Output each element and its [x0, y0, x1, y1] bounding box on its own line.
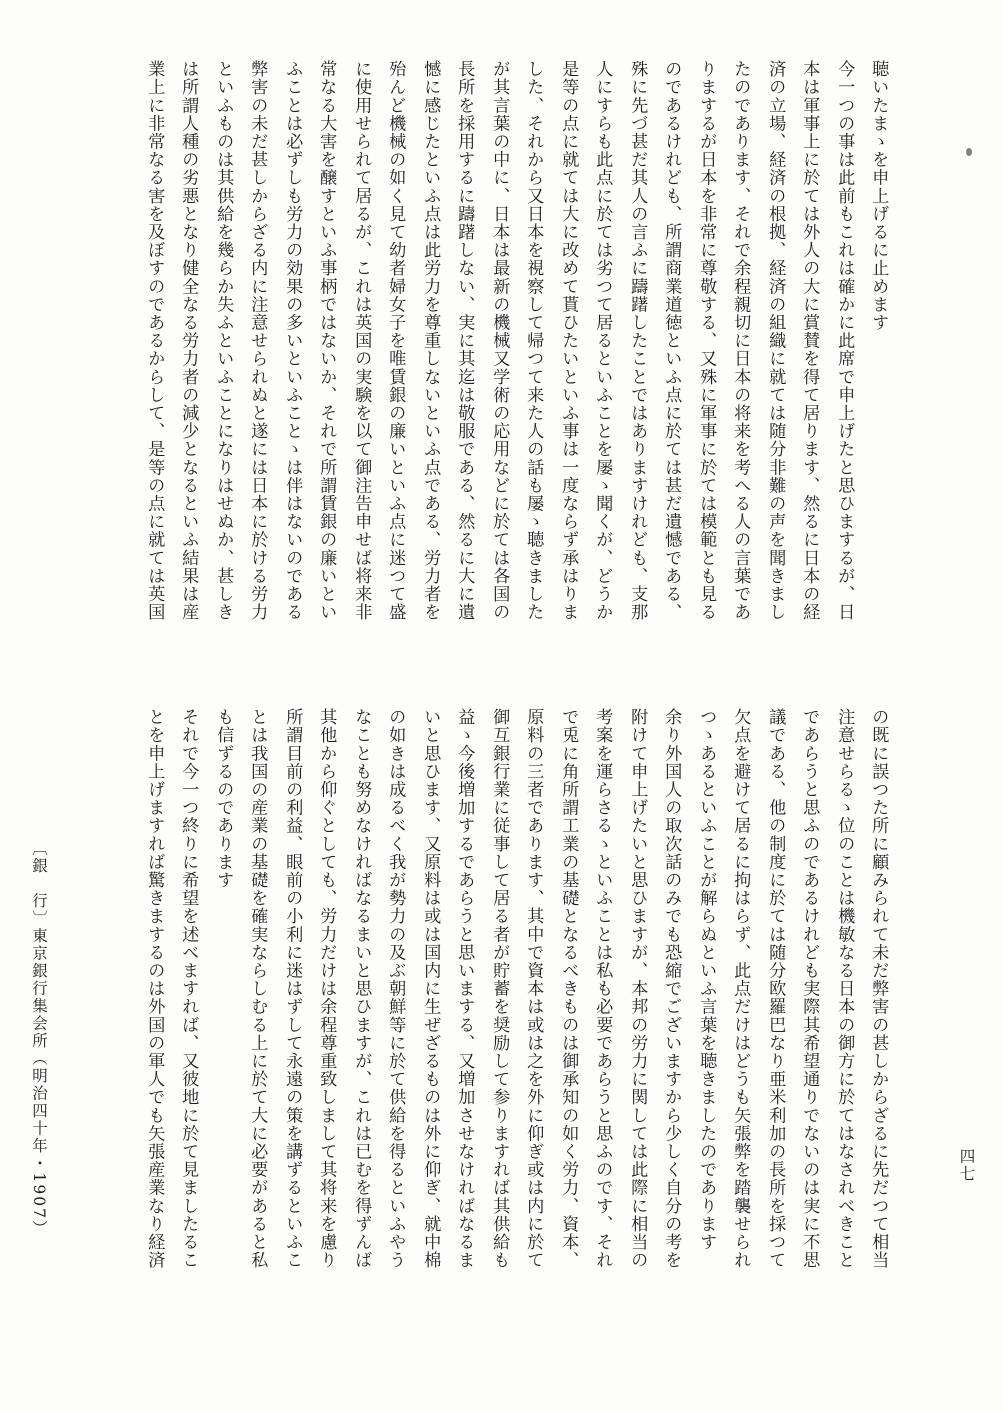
text-column: であらうと思ふのであるけれども実際其希望通りでないのは実に不思	[799, 708, 820, 1270]
text-column: なことも努めなければなるまいと思ひますが、これは已むを得ずんば	[351, 708, 372, 1270]
text-column: りまするが日本を非常に尊敬する、又殊に軍事に於ては模範とも見る	[696, 60, 717, 622]
footer-date: （明治四十年・1907）	[30, 1050, 48, 1238]
text-column: 人にすらも此点に於ては劣つて居るといふことを屡ゝ聞くが、どうか	[592, 60, 613, 622]
text-column: した、それから又日本を視察して帰つて来た人の話も屡ゝ聴きました	[523, 60, 544, 622]
footer-publisher: 東京銀行集会所	[30, 927, 48, 1050]
text-column: 業上に非常なる害を及ぼすのであるからして、是等の点に就ては英国	[144, 60, 165, 622]
text-column: それで今一つ終りに希望を述べますれば、又彼地に於て見ましたるこ	[178, 708, 199, 1270]
text-column: 附けて申上げたいと思ひますが、本邦の労力に関しては此際に相当の	[627, 708, 648, 1270]
text-column: 本は軍事上に於ては外人の大に賞賛を得て居ります、然るに日本の経	[799, 60, 820, 622]
source-footer	[16, 840, 46, 1380]
text-column: 殊に先づ甚だ其人の言ふに躊躇したことではありますけれども、支那	[627, 60, 648, 622]
text-column: 弊害の未だ甚しからざる内に注意せられぬと遂には日本に於ける労力	[247, 60, 268, 622]
text-column: 憾に感じたといふ点は此労力を尊重しないといふ点である、労力者を	[420, 60, 441, 622]
text-column: 長所を採用するに躊躇しない、実に其迄は敬服である、然るに大に遺	[454, 60, 475, 622]
text-column: の既に誤つた所に顧みられて未だ弊害の甚しからざるに先だつて相当	[868, 708, 889, 1270]
page-number: 四七	[957, 1148, 976, 1183]
text-column: 議である、他の制度に於ては随分欧羅巴なり亜米利加の長所を採つて	[765, 708, 786, 1270]
text-column: 今一つの事は此前もこれは確かに此席で申上げたと思ひまするが、日	[834, 60, 855, 622]
text-column: 欠点を避けて居るに拘はらず、此点だけはどうも矢張弊を踏襲せられ	[730, 708, 751, 1270]
text-column: 御互銀行業に従事して居る者が貯蓄を奨励して参りますれば其供給も	[489, 708, 510, 1270]
text-column: とを申上げますれば驚きまするのは外国の軍人でも矢張産業なり経済	[144, 708, 165, 1270]
text-column: 余り外国人の取次話のみでも恐縮でございますから少しく自分の考を	[661, 708, 682, 1270]
text-column: は所謂人種の劣悪となり健全なる労力者の減少となるといふ結果は産	[178, 60, 199, 622]
text-column: 其他から仰ぐとしても、労力だけは余程尊重致しまして其将来を慮り	[316, 708, 337, 1270]
footer-category: 〔銀 行〕	[30, 840, 48, 928]
text-column: で兎に角所謂工業の基礎となるべきものは御承知の如く労力、資本、	[558, 708, 579, 1270]
text-column: 原料の三者であります、其中で資本は或は之を外に仰ぎ或は内に於て	[523, 708, 544, 1270]
text-column: 聴いたまゝを申上げるに止めます	[868, 60, 889, 332]
text-column: 所謂目前の利益、眼前の小利に迷はずして永遠の策を講ずるといふこ	[282, 708, 303, 1270]
text-column: 考案を運らさるゝといふことは私も必要であらうと思ふのです、それ	[592, 708, 613, 1270]
text-column: 是等の点に就ては大に改めて貰ひたいといふ事は一度ならず承はりま	[558, 60, 579, 622]
ink-speck	[966, 148, 972, 156]
text-column: つゝあるといふことが解らぬといふ言葉を聴きましたのであります	[696, 708, 717, 1251]
text-column: いと思ひます、又原料は或は国内に生ぜざるものは外に仰ぎ、就中棉	[420, 708, 441, 1270]
text-column: 注意せらるゝ位のことは機敏なる日本の御方に於てはなされべきこと	[834, 708, 855, 1270]
text-column: に使用せられて居るが、これは英国の実験を以て御注告申せば将来非	[351, 60, 372, 622]
text-column: 殆んど機械の如く見て幼者婦女子を唯賃銀の廉いといふ点に迷つて盛	[385, 60, 406, 622]
text-column: ふことは必ずしも労力の効果の多いといふことゝは伴はないのである	[282, 60, 303, 622]
text-column: といふものは其供給を幾らか失ふといふことになりはせぬか、甚しき	[213, 60, 234, 622]
text-column: も信ずるのであります	[213, 708, 234, 889]
text-column: が其言葉の中に、日本は最新の機械又学術の応用などに於ては各国の	[489, 60, 510, 622]
text-column: のであるけれども、所謂商業道徳といふ点に於ては甚だ遺憾である、	[661, 60, 682, 622]
text-column: 常なる大害を醸すといふ事柄ではないか、それで所謂賃銀の廉いとい	[316, 60, 337, 622]
text-column: たのであります、それで余程親切に日本の将来を考へる人の言葉であ	[730, 60, 751, 622]
text-column: 済の立場、経済の根拠、経済の組織に就ては随分非難の声を聞きまし	[765, 60, 786, 622]
text-column: 益ゝ今後増加するであらうと思いまする、又増加させなければなるま	[454, 708, 475, 1270]
text-column: の如きは成るべく我が勢力の及ぶ朝鮮等に於て供給を得るといふやう	[385, 708, 406, 1270]
text-column: とは我国の産業の基礎を確実ならしむる上に於て大に必要があると私	[247, 708, 268, 1270]
